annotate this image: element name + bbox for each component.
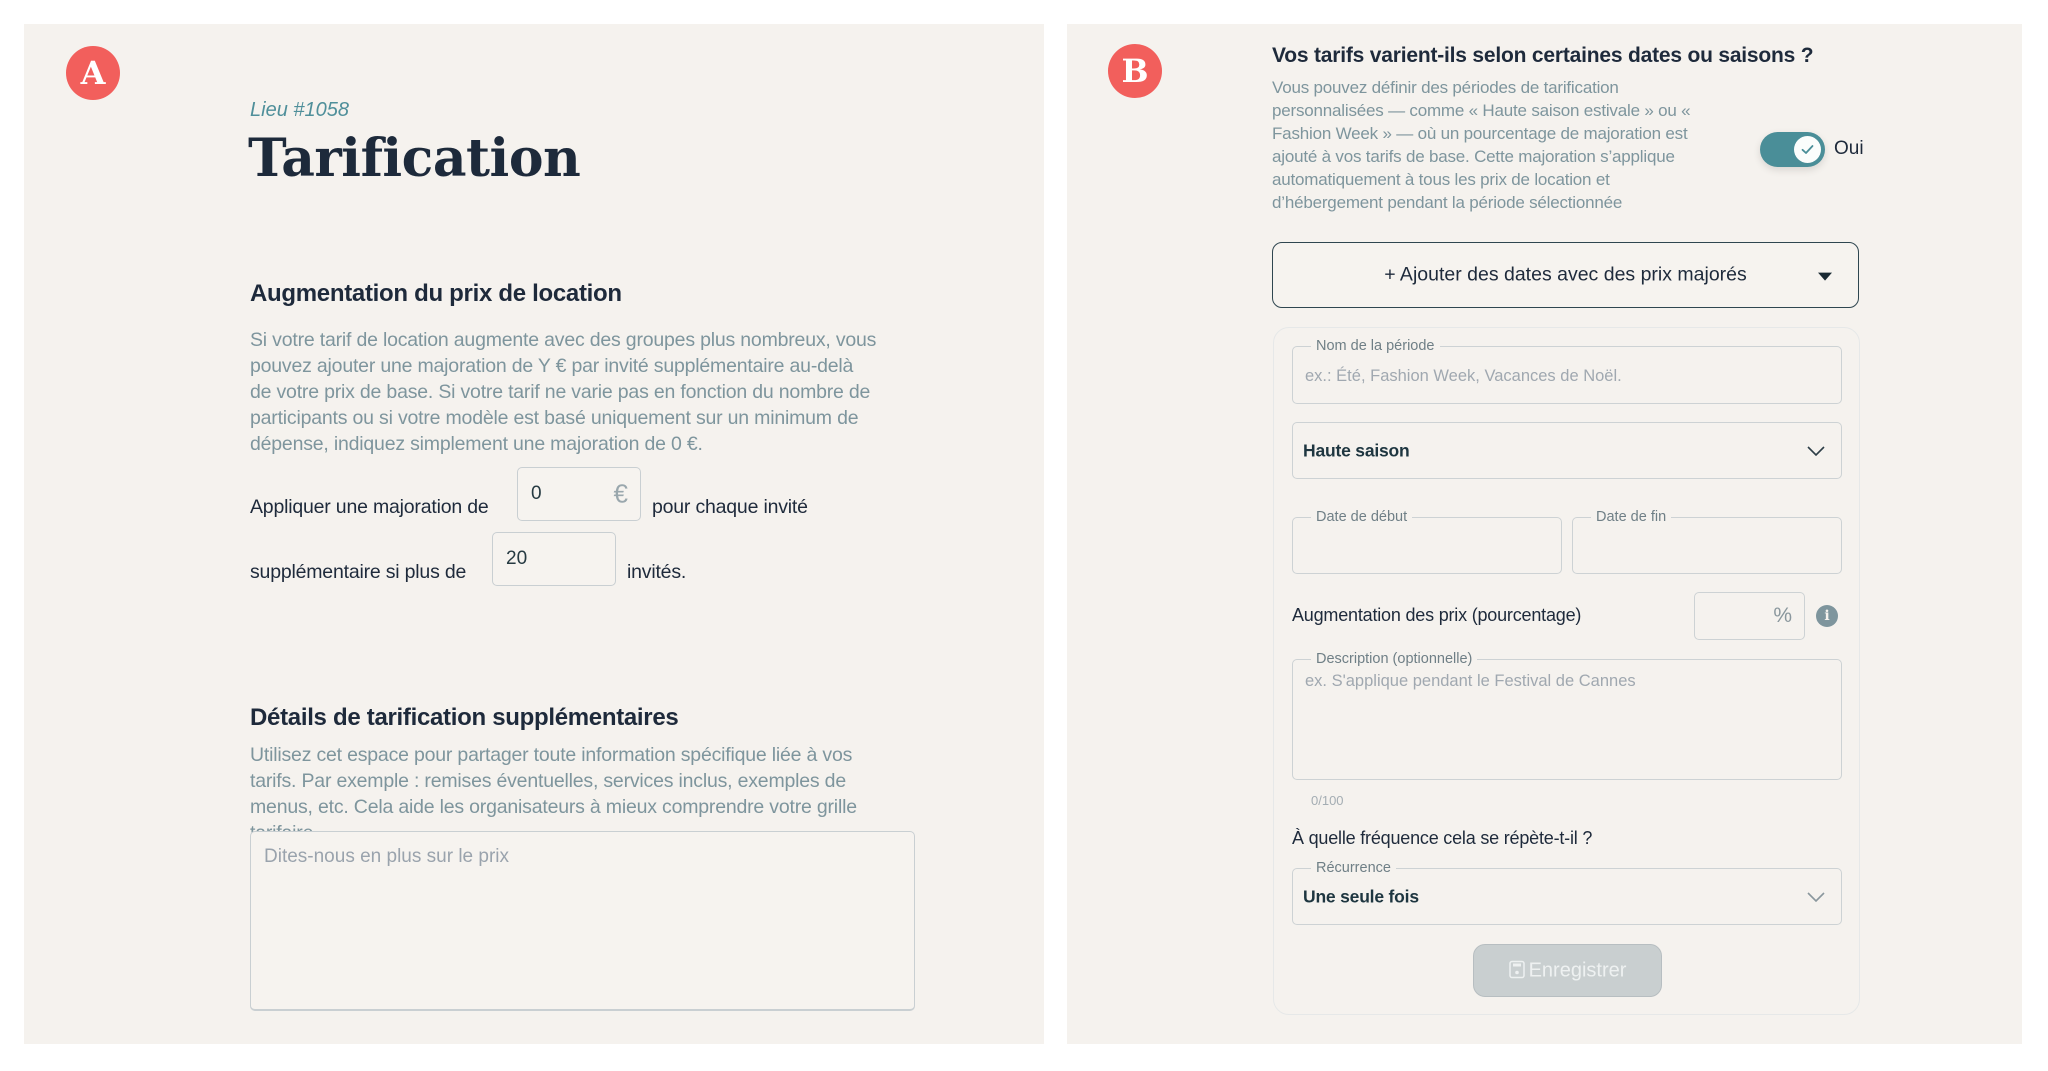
description-line: Utilisez cet espace pour partager toute information spécifique liée à vos (250, 744, 853, 766)
save-button-content (1474, 959, 1661, 982)
chevron-down-icon (1807, 892, 1825, 902)
pricing-details-placeholder: Dites-nous en plus sur le prix (264, 846, 509, 867)
panel-b (1067, 24, 2022, 1044)
start-date-label: Date de début (1311, 508, 1412, 526)
period-form-card (1273, 327, 1860, 1015)
char-counter: 0/100 (1311, 793, 1344, 808)
description-line: participants ou si votre modèle est basé uniquement sur un minimum de (250, 407, 859, 429)
frequency-question: À quelle fréquence cela se répète-t-il ? (1292, 828, 1593, 848)
check-icon (1794, 136, 1821, 163)
season-select[interactable] (1292, 422, 1842, 479)
description-line: menus, etc. Cela aide les organisateurs à mieux comprendre votre grille (250, 796, 857, 818)
threshold-row-prefix: supplémentaire si plus de (250, 561, 467, 583)
seasonal-pricing-heading: Vos tarifs varient-ils selon certaines dates ou saisons ? (1272, 44, 1814, 67)
description-line: pouvez ajouter une majoration de Y € par invité supplémentaire au-delà (250, 355, 854, 377)
surcharge-value: 0 (531, 483, 542, 504)
rental-increase-heading: Augmentation du prix de location (250, 280, 622, 307)
description-line: de votre prix de base. Si votre tarif ne varie pas en fonction du nombre de (250, 381, 871, 403)
add-dates-button[interactable] (1272, 242, 1859, 308)
guest-threshold-value: 20 (506, 548, 528, 569)
panel-a-badge: A (66, 46, 120, 100)
recurrence-value: Une seule fois (1303, 886, 1419, 906)
recurrence-label: Récurrence (1311, 859, 1396, 877)
panel-a (24, 24, 1044, 1044)
season-select-value: Haute saison (1303, 440, 1410, 460)
description-line: dépense, indiquez simplement une majoration de 0 €. (250, 433, 703, 455)
info-icon[interactable]: i (1816, 605, 1838, 627)
description-line: automatiquement à tous les prix de location et (1272, 170, 1610, 189)
page-title: Tarification (248, 128, 581, 189)
description-line: Vous pouvez définir des périodes de tarification (1272, 78, 1619, 97)
save-icon (1509, 960, 1525, 978)
period-name-label: Nom de la période (1311, 337, 1440, 355)
description-line: personnalisées — comme « Haute saison estivale » ou « (1272, 101, 1691, 120)
description-line: Si votre tarif de location augmente avec des groupes plus nombreux, vous (250, 329, 877, 351)
save-button[interactable] (1473, 944, 1662, 997)
panel-b-badge: B (1108, 44, 1162, 98)
period-name-input[interactable] (1292, 338, 1842, 404)
description-placeholder: ex. S'applique pendant le Festival de Cannes (1305, 672, 1636, 690)
caret-down-icon (1818, 273, 1832, 281)
venue-label: Lieu #1058 (250, 99, 349, 121)
pricing-details-textarea[interactable] (250, 831, 915, 1011)
description-line: ajouté à vos tarifs de base. Cette majoration s’applique (1272, 147, 1675, 166)
chevron-down-icon (1807, 446, 1825, 456)
threshold-row-suffix: invités. (627, 561, 687, 583)
recurrence-select[interactable] (1292, 860, 1842, 925)
description-line: d’hébergement pendant la période sélectionnée (1272, 193, 1623, 212)
guest-threshold-input[interactable] (492, 532, 616, 586)
period-name-placeholder: ex.: Été, Fashion Week, Vacances de Noël. (1305, 367, 1622, 385)
percent-icon: % (1773, 604, 1792, 627)
description-line: tarifs. Par exemple : remises éventuelles, services inclus, exemples de (250, 770, 846, 792)
end-date-label: Date de fin (1591, 508, 1671, 526)
seasonal-pricing-description (1272, 76, 1742, 214)
surcharge-row-prefix: Appliquer une majoration de (250, 496, 489, 518)
toggle-label: Oui (1834, 138, 1864, 159)
price-increase-label: Augmentation des prix (pourcentage) (1292, 605, 1582, 625)
price-increase-input[interactable] (1694, 592, 1805, 640)
start-date-input[interactable] (1292, 509, 1562, 574)
euro-icon: € (613, 478, 628, 509)
toggle-knob (1794, 136, 1821, 163)
description-line: Fashion Week » — où un pourcentage de majoration est (1272, 124, 1688, 143)
description-label: Description (optionnelle) (1311, 650, 1477, 668)
additional-details-heading: Détails de tarification supplémentaires (250, 704, 679, 731)
surcharge-input[interactable] (517, 467, 641, 521)
description-textarea[interactable] (1292, 651, 1842, 780)
end-date-input[interactable] (1572, 509, 1842, 574)
rental-increase-description (250, 327, 950, 457)
add-dates-label: + Ajouter des dates avec des prix majorés (1384, 263, 1747, 286)
save-button-label: Enregistrer (1528, 959, 1627, 981)
surcharge-row-suffix: pour chaque invité (652, 496, 808, 518)
seasonal-pricing-toggle[interactable] (1760, 132, 1825, 167)
